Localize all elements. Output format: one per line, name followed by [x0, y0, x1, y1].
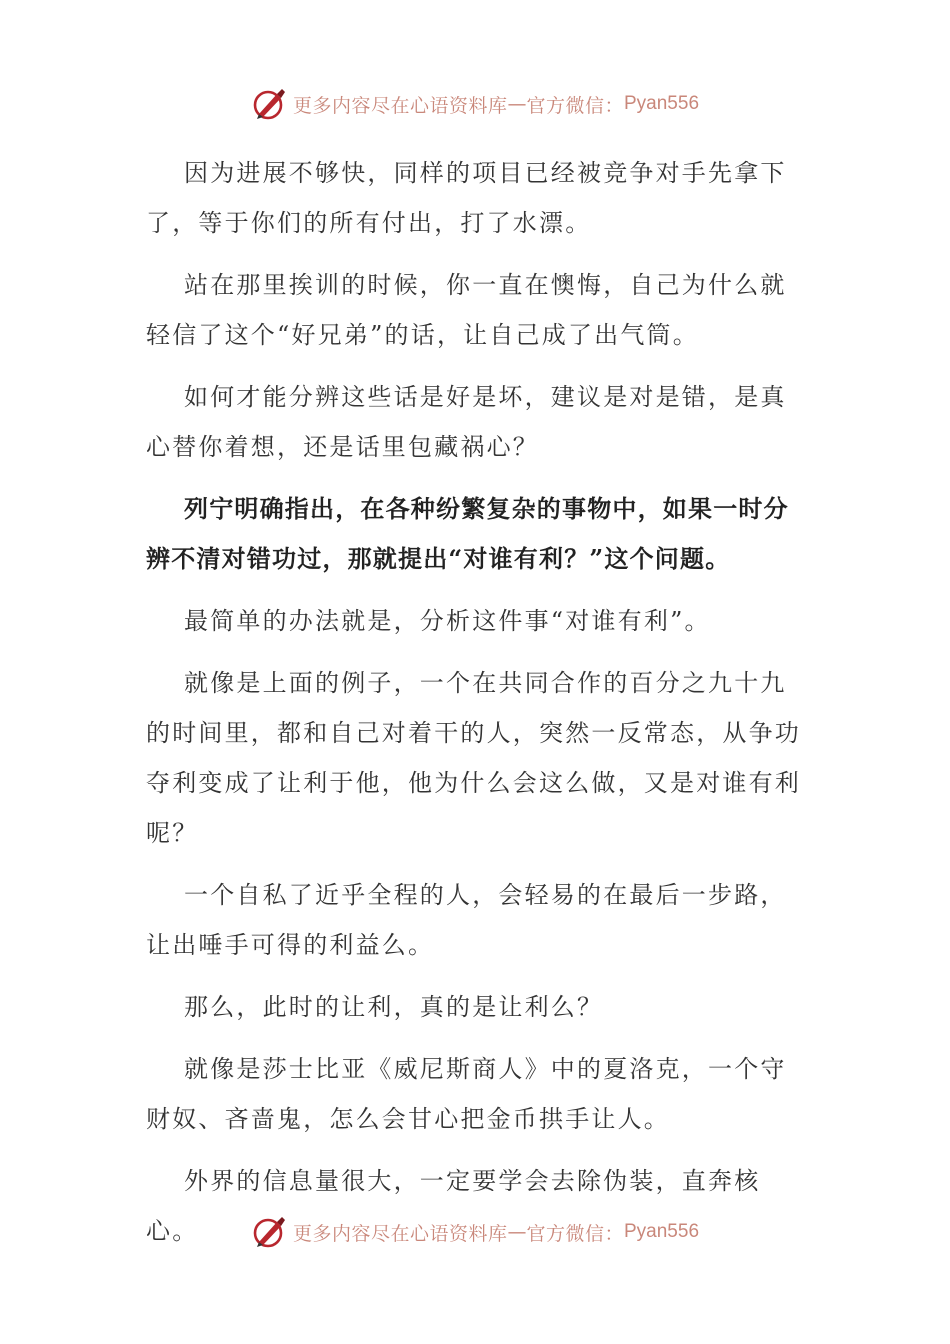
banner-wechat-label: 官方微信： — [526, 1222, 624, 1245]
paragraph-1: 因为进展不够快，同样的项目已经被竞争对手先拿下了，等于你们的所有付出，打了水漂。 — [146, 159, 787, 237]
banner-main-text: 更多内容尽在心语资料库 — [292, 1222, 508, 1245]
footer-banner — [0, 1212, 950, 1252]
paragraph-8: 那么，此时的让利，真的是让利么？ — [184, 993, 604, 1021]
banner-dash: — — [507, 93, 527, 115]
banner-wechat-id: Pyan556 — [624, 1221, 700, 1242]
paragraph-7: 一个自私了近乎全程的人，会轻易的在最后一步路，让出唾手可得的利益么。 — [146, 881, 787, 959]
paragraph-4-bold: 列宁明确指出，在各种纷繁复杂的事物中，如果一时分辨不清对错功过，那就提出“对谁有利？”这个问题。 — [146, 494, 789, 573]
paragraph-5: 最简单的办法就是，分析这件事“对谁有利”。 — [184, 607, 711, 635]
paragraph-9: 就像是莎士比亚《威尼斯商人》中的夏洛克，一个守财奴、吝啬鬼，怎么会甘心把金币拱手让人。 — [146, 1055, 787, 1133]
pen-logo-icon — [251, 86, 287, 122]
banner-wechat-label: 官方微信： — [526, 94, 624, 117]
paragraph-10: 外界的信息量很大，一定要学会去除伪装，直奔核心。 — [146, 1167, 761, 1245]
banner-dash: — — [507, 1221, 527, 1243]
paragraph-2: 站在那里挨训的时候，你一直在懊悔，自己为什么就轻信了这个“好兄弟”的话，让自己成了出气筒。 — [146, 271, 787, 349]
banner-wechat-id: Pyan556 — [624, 93, 700, 114]
paragraph-6: 就像是上面的例子，一个在共同合作的百分之九十九的时间里，都和自己对着干的人，突然一反常态，从争功夺利变成了让利于他，他为什么会这么做，又是对谁有利呢？ — [146, 669, 801, 847]
pen-logo-icon — [251, 1214, 287, 1250]
article-body — [146, 148, 810, 1268]
header-banner — [0, 84, 950, 124]
paragraph-3: 如何才能分辨这些话是好是坏，建议是对是错，是真心替你着想，还是话里包藏祸心？ — [146, 383, 787, 461]
banner-main-text: 更多内容尽在心语资料库 — [292, 94, 508, 117]
